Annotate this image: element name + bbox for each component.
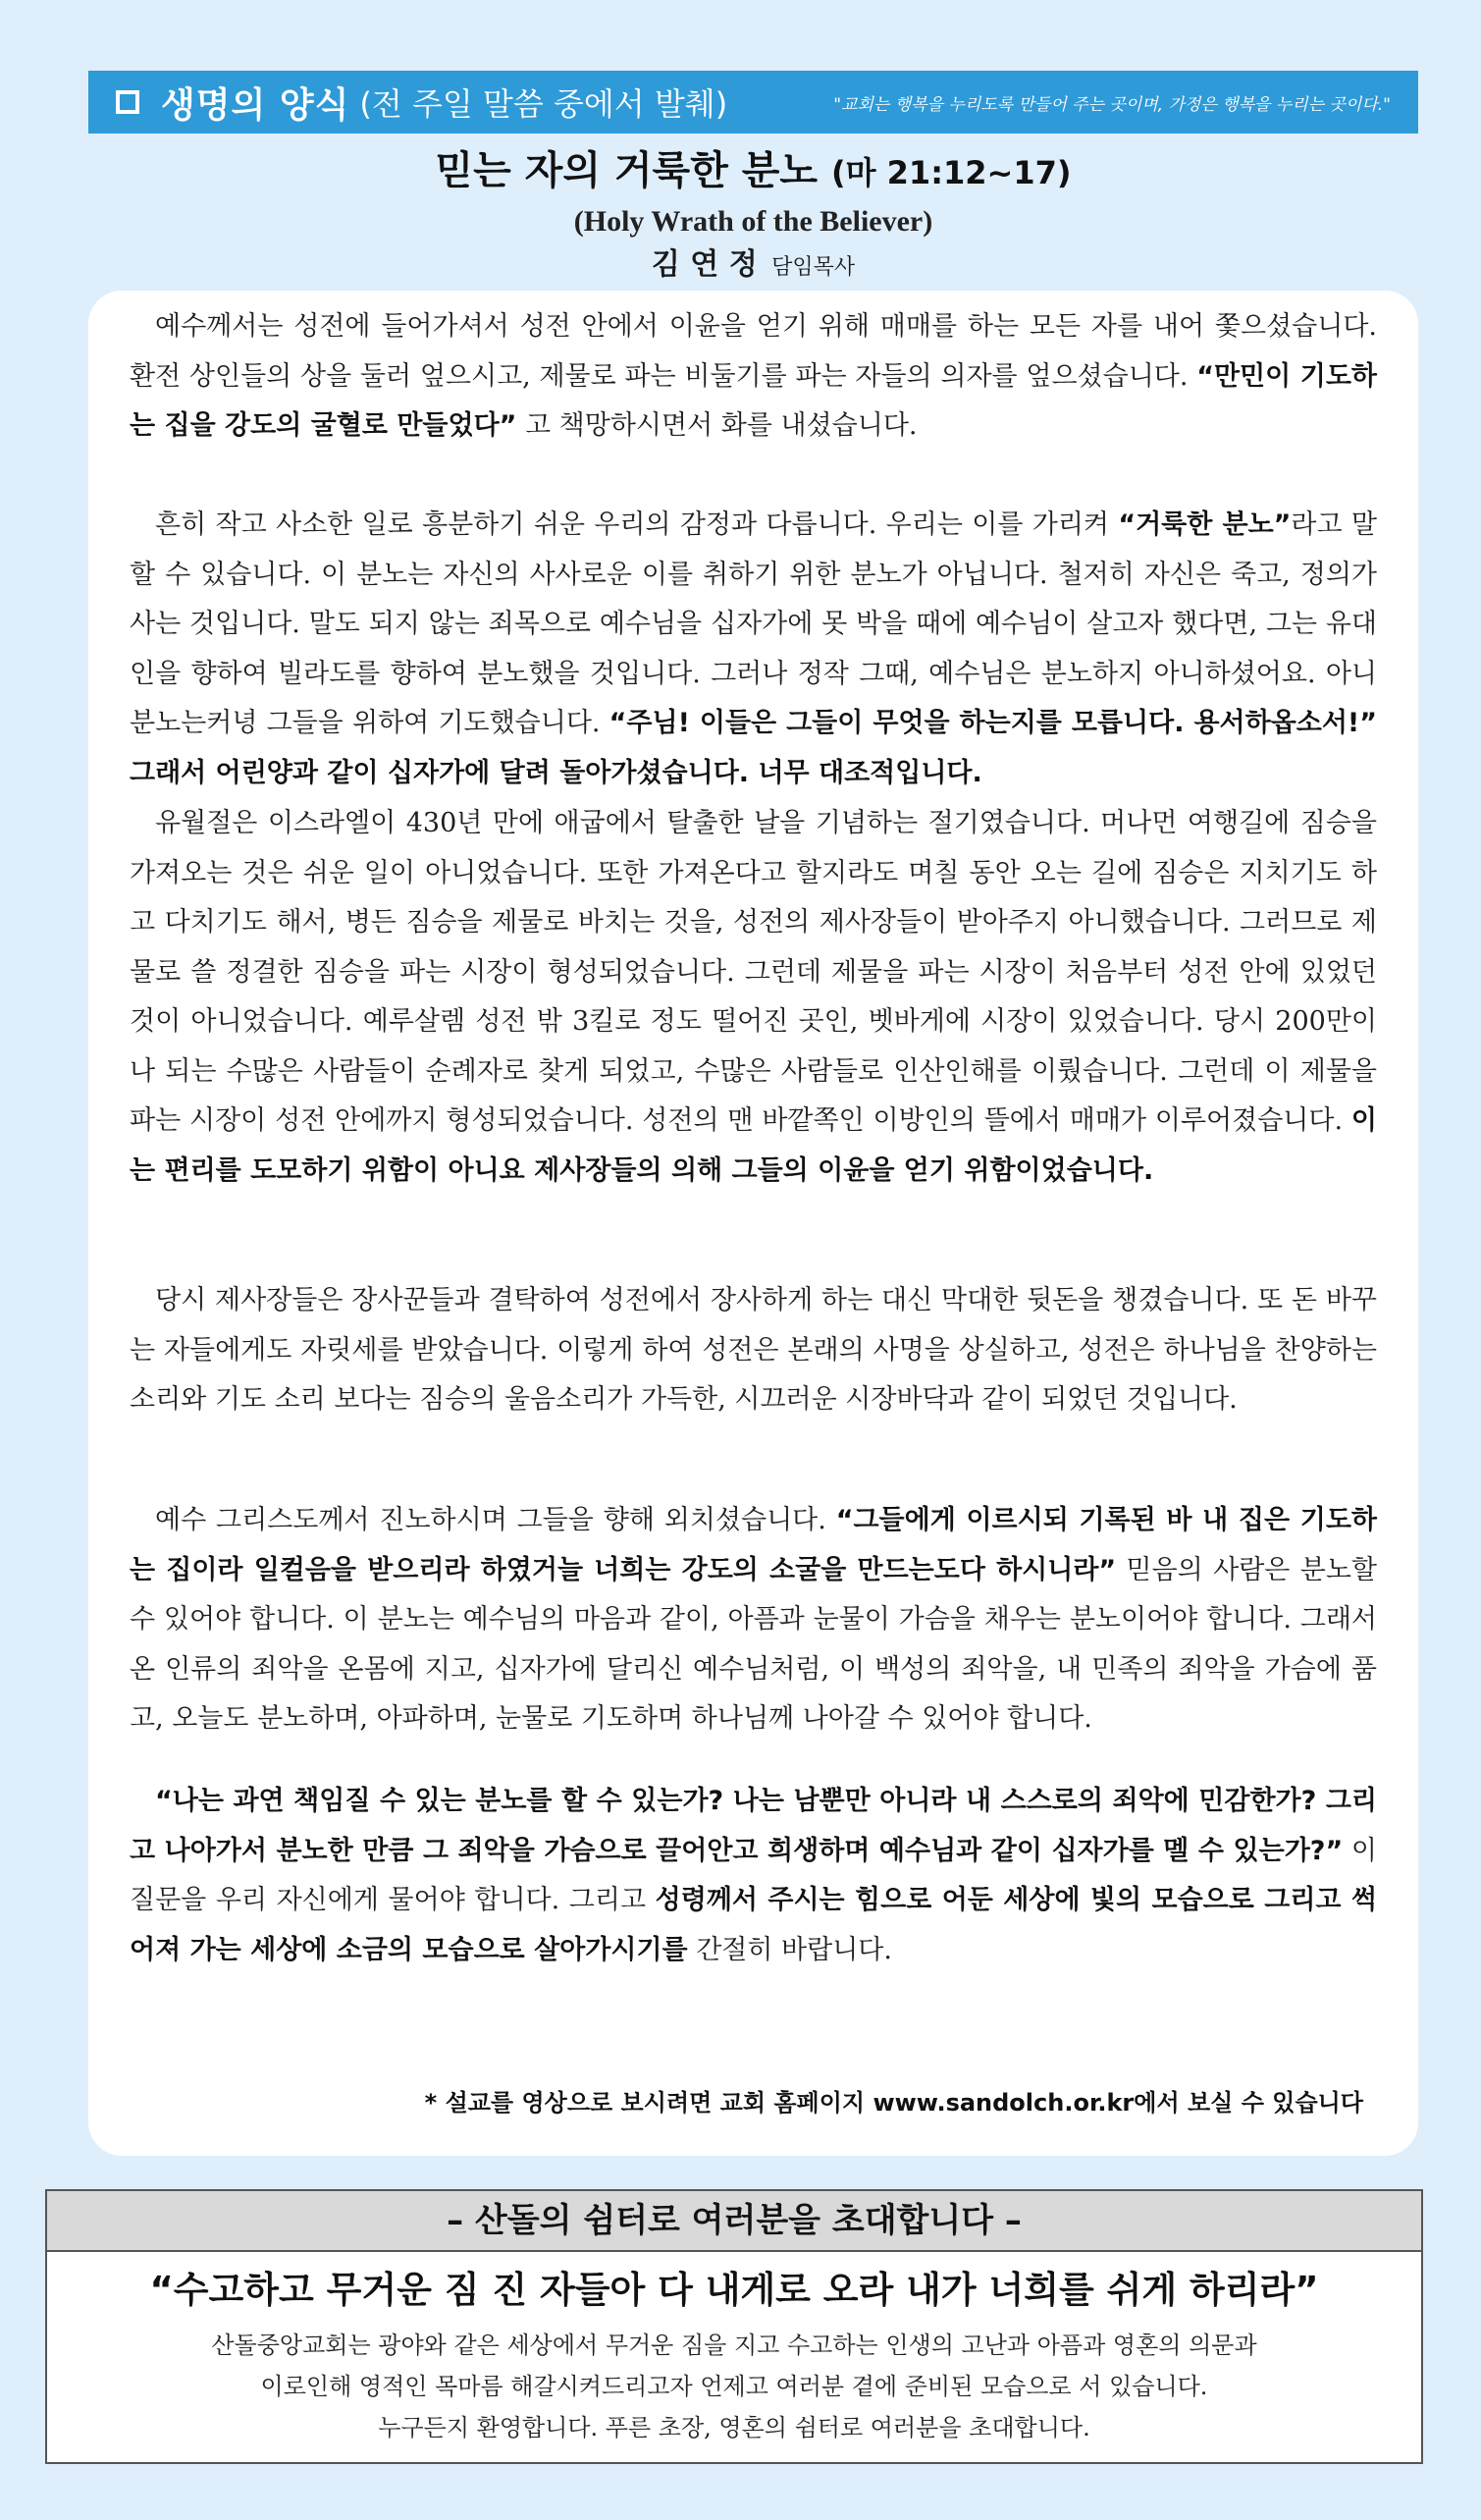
sermon-body-card xyxy=(88,291,1418,2156)
body-text: 간절히 바랍니다. xyxy=(687,1934,892,1965)
emphasis-text: “거룩한 분노” xyxy=(1118,509,1292,540)
sermon-paragraph xyxy=(130,799,1377,1196)
emphasis-text: “그들에게 이르시되 기록된 바 내 집은 기도하는 집이라 일컬음을 받으리라 하였거늘 너희는 강도의 소굴을 만드는도다 하시니라” xyxy=(130,1505,1378,1585)
sermon-title: 믿는 자의 거룩한 분노 xyxy=(435,148,819,193)
banner-title: 생명의 양식 xyxy=(161,84,350,126)
emphasis-text: “만민이 기도하는 집을 강도의 굴혈로 만들었다” xyxy=(130,360,1378,441)
body-text: 예수께서는 성전에 들어가셔서 성전 안에서 이윤을 얻기 위해 매매를 하는 모든 자를 내어 쫓으셨습니다. 환전 상인들의 상을 둘러 엎으시고, 제물로 파는 비둘기를 파는 자들의 의자를 엎으셨습니다. xyxy=(130,311,1377,392)
section-banner xyxy=(88,71,1418,134)
body-text: 믿음의 사람은 분노할 수 있어야 합니다. 이 분노는 예수님의 마음과 같이, 아픔과 눈물이 가슴을 채우는 분노이어야 합니다. 그래서 온 인류의 죄악을 온몸에 지고, 십자가에 달리신 예수님처럼, 이 백성의 죄악을, 내 민족의 죄악을 가슴에 품고, 오늘도 분노하며, 아파하며, 눈물로 기도하며 하나님께 나아갈 수 있어야 합니다. xyxy=(130,1554,1377,1734)
scripture-reference: (마 21:12~17) xyxy=(830,154,1072,191)
invitation-line: 이로인해 영적인 목마름 해갈시켜드리고자 언제고 여러분 곁에 준비된 모습으로 서 있습니다. xyxy=(260,2373,1208,2400)
banner-subtitle: (전 주일 말씀 중에서 발췌) xyxy=(359,85,728,123)
emphasis-text: 성령께서 주시는 힘으로 어둔 세상에 빛의 모습으로 그리고 썩어져 가는 세상에 소금의 모습으로 살아가시기를 xyxy=(130,1885,1377,1965)
banner-motto: "교회는 행복을 누리도록 만들어 주는 곳이며, 가정은 행복을 누리는 곳이다." xyxy=(833,94,1391,115)
emphasis-text: 이는 편리를 도모하기 위함이 아니요 제사장들의 의해 그들의 이윤을 얻기 위함이었습니다. xyxy=(130,1105,1377,1186)
checkbox-square-icon xyxy=(116,90,139,114)
body-text: 유월절은 이스라엘이 430년 만에 애굽에서 탈출한 날을 기념하는 절기였습니다. 머나먼 여행길에 짐승을 가져오는 것은 쉬운 일이 아니었습니다. 또한 가져온다고 할지라도 며칠 동안 오는 길에 짐승은 지치기도 하고 다치기도 해서, 병든 짐승을 제물로 바치는 것을, 성전의 제사장들이 받아주지 아니했습니다. 그러므로 제물로 쓸 정결한 짐승을 파는 시장이 형성되었습니다. 그런데 제물을 파는 시장이 처음부터 성전 안에 있었던 것이 아니었습니다. 예루살렘 성전 밖 3킬로 정도 떨어진 곳인, 벳바게에 시장이 있었습니다. 당시 200만이나 되는 수많은 사람들이 순례자로 찾게 되었고, 수많은 사람들로 인산인해를 이뤘습니다. 그런데 이 제물을 파는 시장이 성전 안에까지 형성되었습니다. 성전의 맨 바깥쪽인 이방인의 뜰에서 매매가 이루어졌습니다. xyxy=(130,808,1377,1136)
sermon-paragraph xyxy=(130,501,1377,798)
sermon-paragraph xyxy=(130,302,1377,452)
emphasis-text: “주님! 이들은 그들이 무엇을 하는지를 모릅니다. 용서하옵소서!” 그래서 어린양과 같이 십자가에 달려 돌아가셨습니다. 너무 대조적입니다. xyxy=(130,708,1377,788)
sermon-paragraph xyxy=(130,1777,1377,1975)
emphasis-text: “나는 과연 책임질 수 있는 분노를 할 수 있는가? 나는 남뿐만 아니라 내 스스로의 죄악에 민감한가? 그리고 나아가서 분노한 만큼 그 죄악을 가슴으로 끌어안고 희생하며 예수님과 같이 십자가를 멜 수 있는가?” xyxy=(130,1786,1377,1866)
invitation-line: 누구든지 환영합니다. 푸른 초장, 영혼의 쉼터로 여러분을 초대합니다. xyxy=(378,2414,1090,2441)
body-text: 흔히 작고 사소한 일로 흥분하기 쉬운 우리의 감정과 다릅니다. 우리는 이를 가리켜 xyxy=(155,509,1119,540)
invitation-quote: “수고하고 무거운 짐 진 자들아 다 내게로 오라 내가 너희를 쉬게 하리라” xyxy=(149,2269,1319,2311)
pastor-line xyxy=(88,243,1418,290)
pastor-role: 담임목사 xyxy=(771,255,856,280)
invitation-line: 산돌중앙교회는 광야와 같은 세상에서 무거운 짐을 지고 수고하는 인생의 고난과 아픔과 영혼의 의문과 xyxy=(211,2332,1257,2359)
body-text: 예수 그리스도께서 진노하시며 그들을 향해 외치셨습니다. xyxy=(155,1505,836,1535)
body-text: 고 책망하시면서 화를 내셨습니다. xyxy=(516,410,918,441)
sermon-english-title: (Holy Wrath of the Believer) xyxy=(573,205,933,238)
sermon-heading xyxy=(88,143,1418,290)
sermon-title-line xyxy=(88,143,1418,200)
body-text: 라고 말할 수 있습니다. 이 분노는 자신의 사사로운 이를 취하기 위한 분노가 아닙니다. 철저히 자신은 죽고, 정의가 사는 것입니다. 말도 되지 않는 죄목으로 예수님을 십자가에 못 박을 때에 예수님이 살고자 했다면, 그는 유대인을 향하여 빌라도를 향하여 분노했을 것입니다. 그러나 정작 그때, 예수님은 분노하지 아니하셨어요. 아니 분노는커녕 그들을 위하여 기도했습니다. xyxy=(130,509,1377,738)
invitation-header: – 산돌의 쉼터로 여러분을 초대합니다 – xyxy=(47,2191,1421,2252)
body-text: 이 질문을 우리 자신에게 물어야 합니다. 그리고 xyxy=(130,1835,1377,1915)
invitation-box xyxy=(45,2189,1423,2464)
invitation-body xyxy=(47,2325,1421,2448)
video-note: * 설교를 영상으로 보시려면 교회 홈페이지 www.sandolch.or.kr에서 보실 수 있습니다 xyxy=(424,2089,1363,2117)
sermon-paragraph xyxy=(130,1276,1377,1425)
sermon-paragraph xyxy=(130,1496,1377,1744)
body-text: 당시 제사장들은 장사꾼들과 결탁하여 성전에서 장사하게 하는 대신 막대한 뒷돈을 챙겼습니다. 또 돈 바꾸는 자들에게도 자릿세를 받았습니다. 이렇게 하여 성전은 본래의 사명을 상실하고, 성전은 하나님을 찬양하는 소리와 기도 소리 보다는 짐승의 울음소리가 가득한, 시끄러운 시장바닥과 같이 되었던 것입니다. xyxy=(130,1285,1377,1415)
pastor-name: 김 연 정 xyxy=(651,247,758,282)
